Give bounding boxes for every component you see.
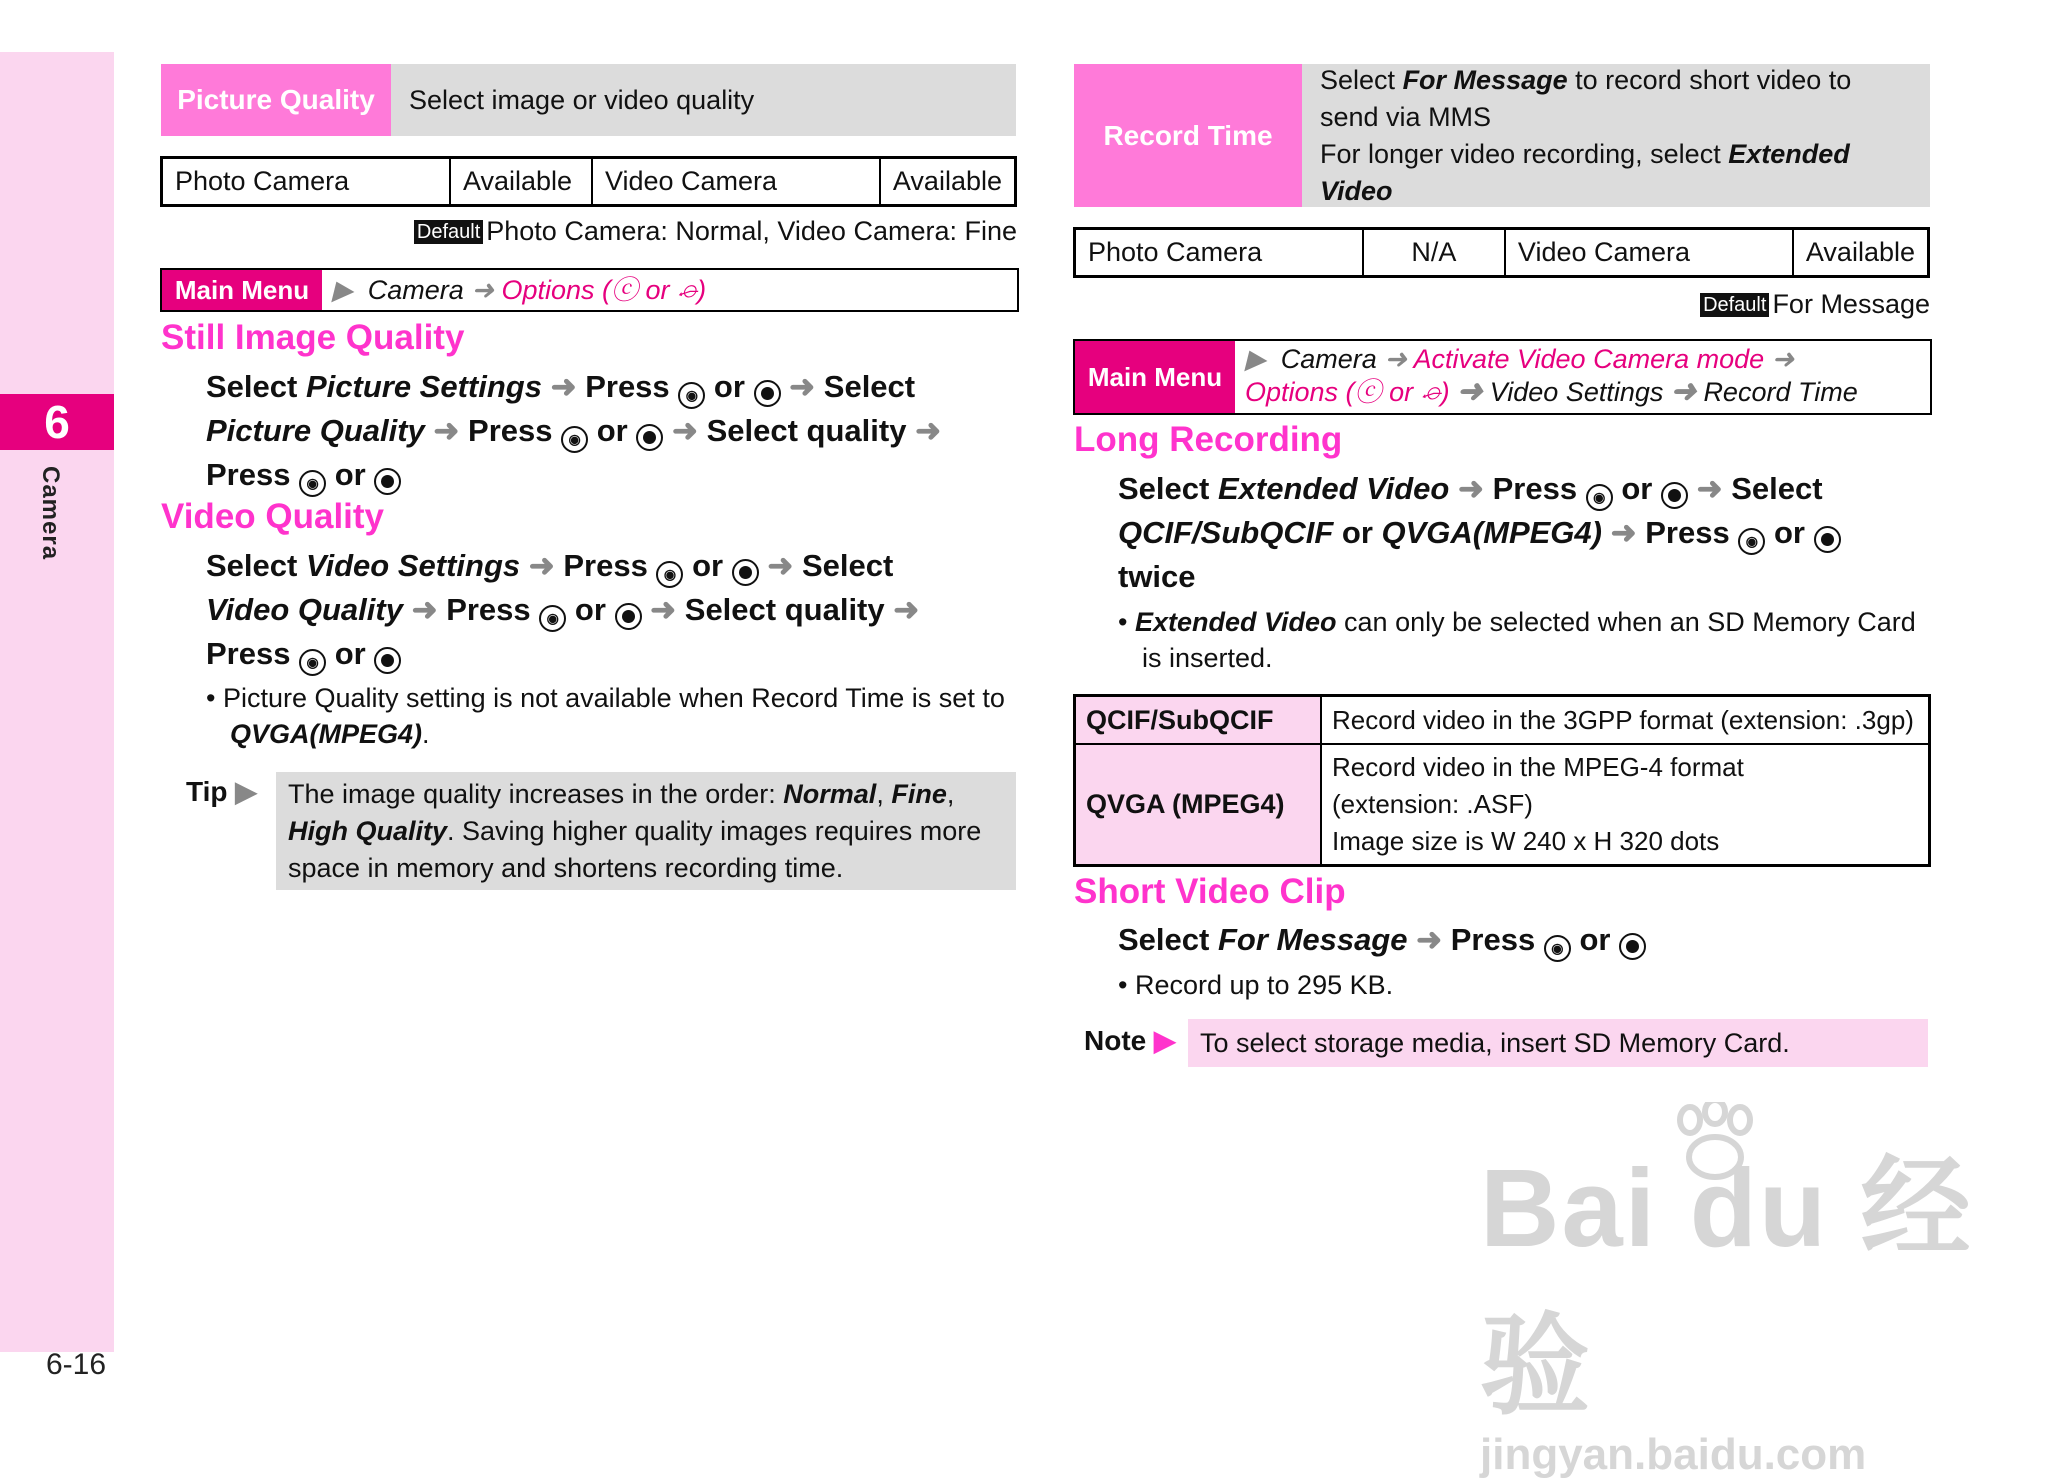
step-item: Picture Quality bbox=[206, 413, 425, 448]
page-number: 6-16 bbox=[46, 1348, 107, 1381]
tip-normal: Normal bbox=[783, 779, 877, 809]
arrow-icon: ➜ bbox=[915, 413, 942, 448]
step-text: or bbox=[1773, 515, 1805, 550]
main-menu-path-right bbox=[1073, 339, 1932, 415]
bullet-text: Picture Quality setting is not available when Record Time is set to bbox=[222, 683, 1005, 713]
rt-extended-video: Extended Video bbox=[1320, 138, 1850, 206]
step-text: Press bbox=[206, 636, 291, 671]
default-text: Photo Camera: Normal, Video Camera: Fine bbox=[486, 216, 1017, 246]
step-text: Press bbox=[585, 369, 670, 404]
arrow-icon: ➜ bbox=[650, 592, 677, 627]
menu-path bbox=[1235, 341, 1868, 413]
step-text: Select bbox=[1118, 471, 1210, 506]
step-text: Select bbox=[206, 369, 298, 404]
short-clip-steps bbox=[1118, 918, 1930, 962]
chapter-label: Camera bbox=[37, 466, 64, 561]
tip-label bbox=[186, 775, 257, 808]
note-box bbox=[1188, 1019, 1928, 1067]
camera-key-icon: ◉ bbox=[299, 649, 326, 676]
note-text: To select storage media, insert SD Memory Card. bbox=[1200, 1027, 1790, 1058]
video-quality-steps bbox=[206, 544, 1016, 676]
arrow-icon: ➜ bbox=[1771, 344, 1795, 374]
step-text: Select bbox=[206, 548, 298, 583]
record-time-line1 bbox=[1320, 62, 1912, 136]
picture-quality-label: Picture Quality bbox=[161, 64, 391, 136]
availability-photo-value: Available bbox=[450, 158, 592, 206]
arrow-icon: ➜ bbox=[1384, 344, 1407, 374]
softkey-icon: ⌮ bbox=[1413, 377, 1441, 407]
format-name: QCIF/SubQCIF bbox=[1075, 696, 1322, 745]
arrow-icon: ➜ bbox=[767, 548, 794, 583]
picture-quality-note: • Picture Quality setting is not available when Record Time is set to QVGA(MPEG4). bbox=[206, 683, 1005, 749]
step-text: or bbox=[334, 636, 366, 671]
chapter-sidebar bbox=[0, 52, 114, 1352]
tip-label-text: Tip bbox=[186, 776, 228, 807]
step-text: or bbox=[1621, 471, 1653, 506]
still-image-quality-heading: Still Image Quality bbox=[161, 318, 465, 357]
step-item: Picture Settings bbox=[305, 369, 542, 404]
arrow-icon: ➜ bbox=[789, 369, 816, 404]
step-item: Video Settings bbox=[305, 548, 521, 583]
availability-table-left bbox=[160, 156, 1017, 207]
format-line: Record video in the MPEG-4 format bbox=[1332, 752, 1744, 782]
center-key-icon bbox=[374, 647, 401, 674]
default-setting-left bbox=[414, 216, 1017, 247]
default-text: For Message bbox=[1772, 289, 1930, 319]
menu-path bbox=[322, 270, 716, 310]
path-close: ) bbox=[697, 275, 707, 305]
default-tag: Default bbox=[414, 220, 483, 244]
tip-box: The image quality increases in the order: Normal, Fine, High Quality. Saving higher quality images requires more space in memory and shortens recording time. bbox=[276, 772, 1016, 890]
step-item: QCIF/SubQCIF bbox=[1118, 515, 1334, 550]
camera-key-icon: ◉ bbox=[1586, 484, 1613, 511]
camera-key-icon: ◉ bbox=[1544, 935, 1571, 962]
center-key-icon bbox=[636, 424, 663, 451]
note-label bbox=[1084, 1024, 1176, 1057]
step-text: or bbox=[596, 413, 628, 448]
table-row bbox=[1075, 744, 1930, 866]
watermark-brand: Bai du 经验 bbox=[1480, 1147, 1973, 1428]
triangle-icon: ▶ bbox=[1154, 1025, 1176, 1056]
c-key-icon: ⓒ bbox=[611, 275, 646, 305]
picture-quality-description: Select image or video quality bbox=[409, 84, 755, 115]
main-menu-label: Main Menu bbox=[1075, 341, 1235, 413]
step-text: or bbox=[1341, 515, 1373, 550]
path-record-time: Record Time bbox=[1703, 377, 1858, 407]
step-text: Press bbox=[206, 457, 291, 492]
arrow-icon: ➜ bbox=[672, 413, 698, 448]
picture-quality-header bbox=[161, 64, 1016, 136]
availability-photo-camera: Photo Camera bbox=[1075, 229, 1363, 277]
arrow-icon: ➜ bbox=[893, 592, 920, 627]
triangle-icon: ▶ bbox=[332, 275, 353, 305]
path-or: or bbox=[645, 275, 670, 305]
chapter-number: 6 bbox=[0, 394, 114, 450]
default-setting-right bbox=[1700, 289, 1930, 320]
rt-text: For longer video recording, select bbox=[1320, 138, 1721, 169]
path-video-settings: Video Settings bbox=[1489, 377, 1664, 407]
record-time-label: Record Time bbox=[1074, 64, 1302, 207]
step-text: Press bbox=[563, 548, 648, 583]
step-text: Press bbox=[1645, 515, 1730, 550]
format-description bbox=[1321, 744, 1930, 866]
camera-key-icon: ◉ bbox=[1738, 528, 1765, 555]
arrow-icon: ➜ bbox=[1696, 471, 1723, 506]
step-item: Extended Video bbox=[1217, 471, 1450, 506]
tip-text: The image quality increases in the order: bbox=[288, 779, 776, 809]
center-key-icon bbox=[615, 603, 642, 630]
record-time-description bbox=[1302, 64, 1930, 207]
center-key-icon bbox=[754, 380, 781, 407]
step-text: Select bbox=[801, 548, 894, 583]
step-text: Select quality bbox=[684, 592, 885, 627]
video-quality-heading: Video Quality bbox=[161, 497, 385, 536]
default-tag: Default bbox=[1700, 293, 1769, 317]
step-text: Select bbox=[1731, 471, 1823, 506]
step-item: For Message bbox=[1217, 922, 1408, 957]
camera-key-icon: ◉ bbox=[561, 426, 588, 453]
arrow-icon: ➜ bbox=[411, 592, 438, 627]
path-close: ) bbox=[1440, 377, 1450, 407]
arrow-icon: ➜ bbox=[1670, 377, 1696, 407]
arrow-icon: ➜ bbox=[528, 548, 555, 583]
camera-key-icon: ◉ bbox=[299, 470, 326, 497]
step-item: QVGA(MPEG4) bbox=[1381, 515, 1602, 550]
arrow-icon: ➜ bbox=[1610, 515, 1637, 550]
center-key-icon bbox=[732, 559, 759, 586]
camera-key-icon: ◉ bbox=[539, 605, 566, 632]
arrow-icon: ➜ bbox=[1457, 377, 1483, 407]
rt-text: to record short video to send via MMS bbox=[1320, 64, 1852, 132]
tip-text-post: . Saving higher quality images requires more space in memory and shortens recording time. bbox=[288, 816, 982, 883]
softkey-icon: ⌮ bbox=[669, 275, 698, 305]
long-recording-heading: Long Recording bbox=[1074, 420, 1343, 459]
step-text: Press bbox=[1492, 471, 1578, 506]
path-camera: Camera bbox=[367, 275, 464, 305]
path-options: Options ( bbox=[1245, 377, 1355, 407]
watermark-url: jingyan.baidu.com bbox=[1480, 1430, 1867, 1479]
center-key-icon bbox=[1814, 526, 1841, 553]
arrow-icon: ➜ bbox=[433, 413, 460, 448]
availability-photo-value: N/A bbox=[1363, 229, 1505, 277]
arrow-icon: ➜ bbox=[1416, 922, 1443, 957]
c-key-icon: ⓒ bbox=[1354, 377, 1390, 407]
availability-table-right bbox=[1073, 227, 1930, 278]
step-text: Press bbox=[468, 413, 553, 448]
bullet-text: can only be selected when an SD Memory Card is inserted. bbox=[1142, 607, 1916, 673]
step-text: or bbox=[334, 457, 366, 492]
step-text: Select bbox=[1118, 922, 1210, 957]
step-item: Video Quality bbox=[206, 592, 403, 627]
format-name: QVGA (MPEG4) bbox=[1075, 744, 1322, 866]
long-recording-steps bbox=[1118, 467, 1930, 599]
step-text: or bbox=[692, 548, 724, 583]
step-text: or bbox=[1579, 922, 1611, 957]
arrow-icon: ➜ bbox=[550, 369, 577, 404]
bullet-text: Record up to 295 KB. bbox=[1134, 970, 1394, 1000]
record-size-note: • Record up to 295 KB. bbox=[1118, 970, 1394, 1000]
path-camera: Camera bbox=[1280, 344, 1377, 374]
center-key-icon bbox=[1661, 482, 1688, 509]
triangle-icon: ▶ bbox=[1245, 344, 1266, 374]
availability-video-camera: Video Camera bbox=[592, 158, 880, 206]
camera-key-icon: ◉ bbox=[656, 561, 683, 588]
still-image-steps bbox=[206, 365, 1016, 497]
format-line: Image size is W 240 x H 320 dots bbox=[1332, 826, 1720, 856]
format-description bbox=[1321, 696, 1930, 745]
center-key-icon bbox=[1619, 933, 1646, 960]
extended-video-note: • Extended Video can only be selected when an SD Memory Card is inserted. bbox=[1118, 607, 1916, 673]
step-text: or bbox=[713, 369, 745, 404]
path-activate: Activate Video Camera mode bbox=[1413, 344, 1765, 374]
camera-key-icon: ◉ bbox=[678, 382, 705, 409]
availability-video-camera: Video Camera bbox=[1505, 229, 1793, 277]
format-line: (extension: .ASF) bbox=[1332, 789, 1533, 819]
format-line: Record video in the 3GPP format (extension: .3gp) bbox=[1332, 704, 1914, 735]
step-text: Press bbox=[446, 592, 531, 627]
step-text: or bbox=[574, 592, 606, 627]
availability-video-value: Available bbox=[1793, 229, 1929, 277]
format-table bbox=[1073, 694, 1931, 867]
note-label-text: Note bbox=[1084, 1025, 1147, 1056]
bullet-value: QVGA(MPEG4) bbox=[230, 719, 423, 749]
step-text: Press bbox=[1450, 922, 1536, 957]
arrow-icon: ➜ bbox=[471, 275, 494, 305]
main-menu-label: Main Menu bbox=[162, 270, 322, 310]
step-text: Select quality bbox=[706, 413, 907, 448]
record-time-line2 bbox=[1320, 136, 1912, 210]
tip-high: High Quality bbox=[288, 816, 448, 846]
table-row bbox=[1075, 696, 1930, 745]
tip-fine: Fine bbox=[891, 779, 947, 809]
step-text: twice bbox=[1118, 559, 1196, 594]
rt-text: Select bbox=[1320, 64, 1396, 95]
short-video-clip-heading: Short Video Clip bbox=[1074, 872, 1346, 911]
center-key-icon bbox=[374, 468, 401, 495]
bullet-bold: Extended Video bbox=[1134, 607, 1337, 637]
main-menu-path-left bbox=[160, 268, 1019, 312]
watermark bbox=[1480, 1120, 2064, 1480]
record-time-header bbox=[1074, 64, 1930, 207]
path-or: or bbox=[1389, 377, 1414, 407]
availability-photo-camera: Photo Camera bbox=[162, 158, 450, 206]
path-options: Options ( bbox=[501, 275, 612, 305]
triangle-icon: ▶ bbox=[235, 776, 257, 807]
step-text: Select bbox=[823, 369, 916, 404]
rt-for-message: For Message bbox=[1402, 64, 1568, 95]
arrow-icon: ➜ bbox=[1458, 471, 1484, 506]
availability-video-value: Available bbox=[880, 158, 1016, 206]
